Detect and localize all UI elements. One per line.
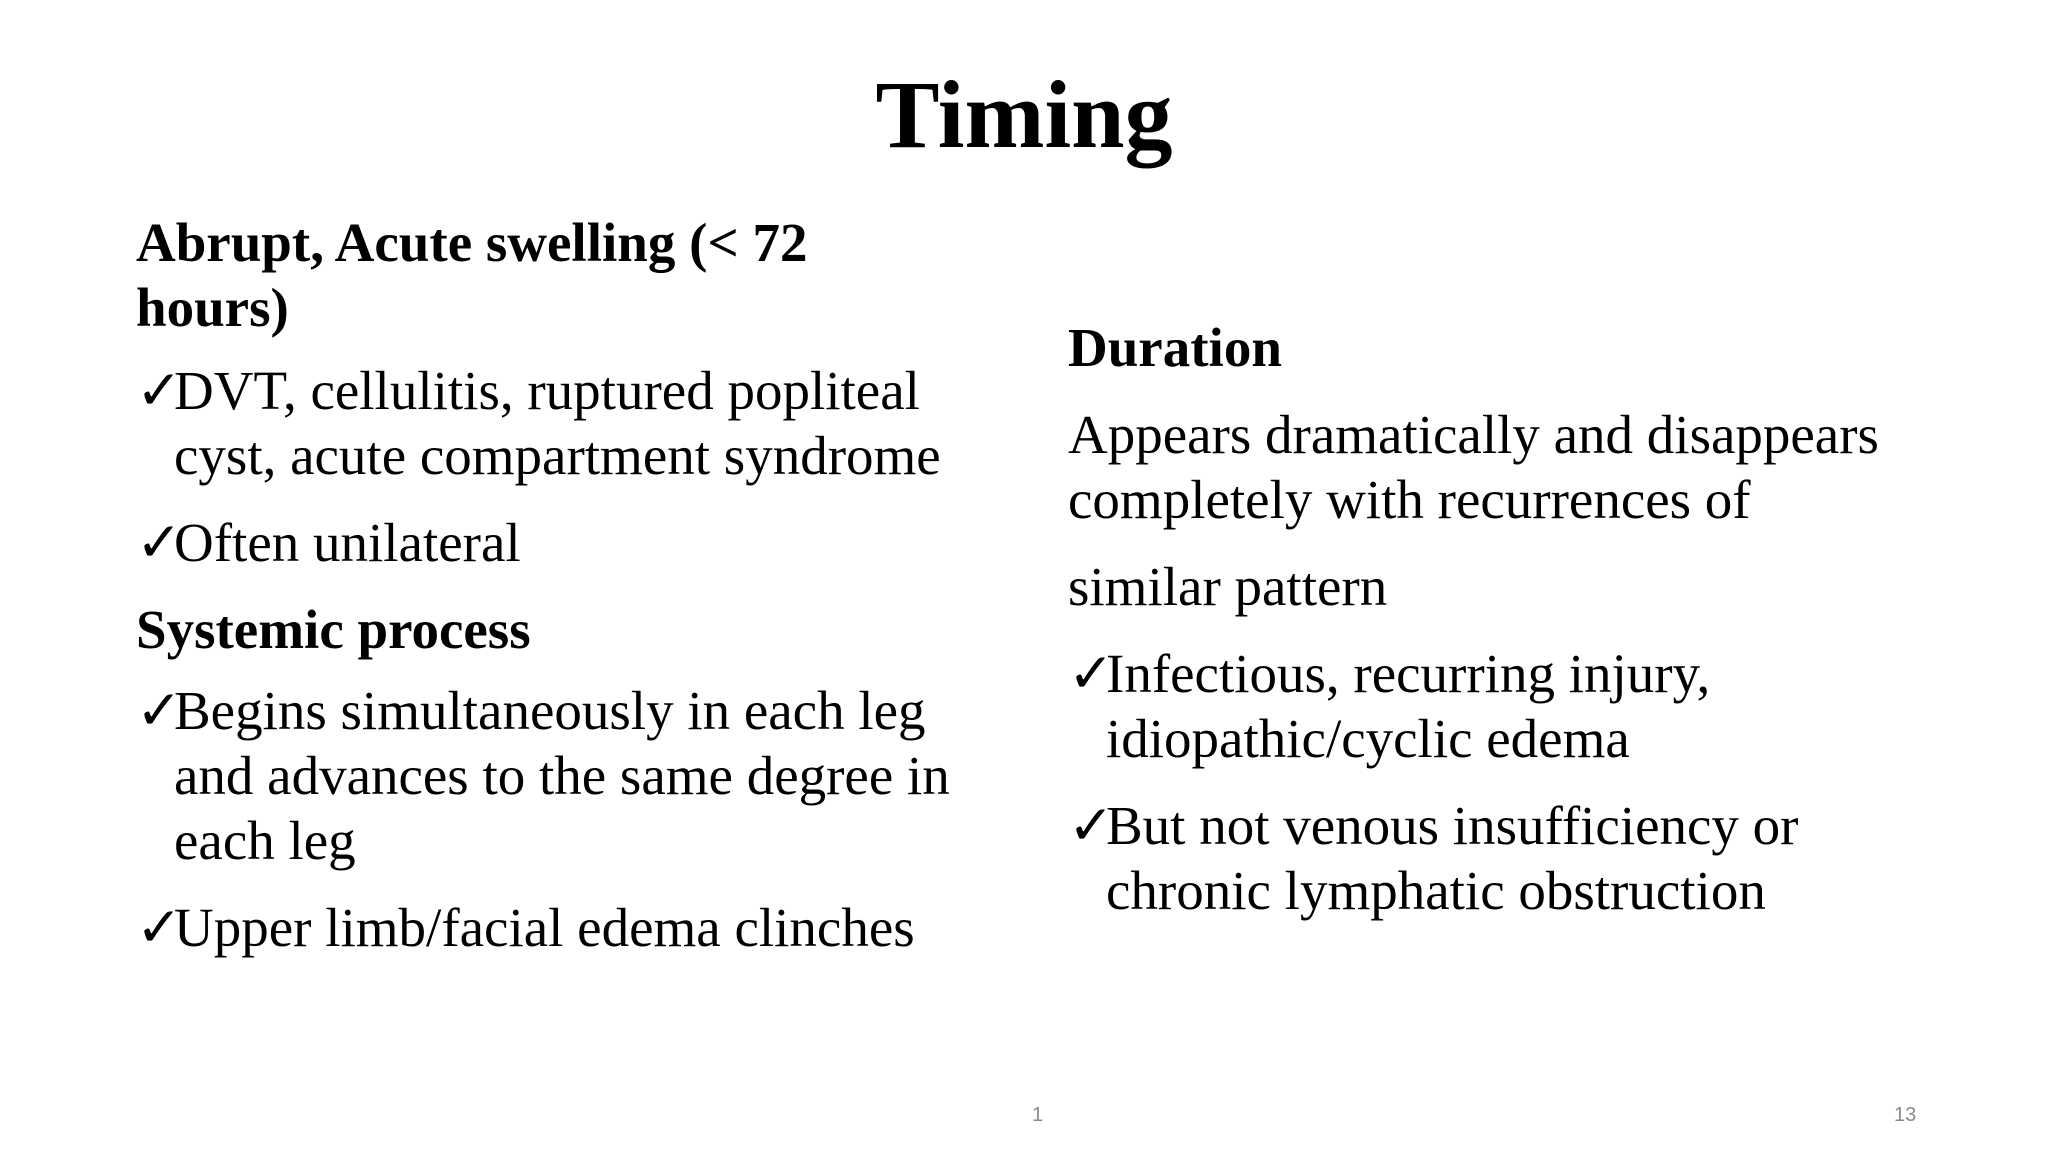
footer-center-number: 1 [1032,1104,1044,1126]
bullet-item [136,895,956,960]
left-column [136,210,956,982]
slide-title: Timing [875,61,1173,168]
checkmark-icon: ✓ [136,360,183,421]
heading-duration: Duration [1068,317,1282,378]
bullet-item [1068,641,1928,771]
checkmark-icon: ✓ [136,897,183,958]
bullet-item [136,358,956,488]
bullet-text: DVT, cellulitis, ruptured popliteal cyst, acute compartment syndrome [174,360,941,486]
bullet-item [136,510,956,575]
checkmark-icon: ✓ [1068,643,1115,704]
duration-paragraph-continued: similar pattern [1068,556,1388,617]
bullet-text: Begins simultaneously in each leg and advances to the same degree in each leg [174,680,950,871]
bullet-text: Infectious, recurring injury, idiopathic/cyclic edema [1106,643,1711,769]
right-column [1068,315,1928,945]
checkmark-icon: ✓ [1068,795,1115,856]
bullet-text: But not venous insufficiency or chronic lymphatic obstruction [1106,795,1799,921]
bullet-text: Upper limb/facial edema clinches [174,897,915,958]
duration-paragraph: Appears dramatically and disappears completely with recurrences of [1068,404,1879,530]
heading-acute-swelling: Abrupt, Acute swelling (< 72 hours) [136,212,808,338]
checkmark-icon: ✓ [136,512,183,573]
bullet-item [136,678,956,873]
heading-systemic-process: Systemic process [136,599,531,660]
bullet-item [1068,793,1928,923]
bullet-text: Often unilateral [174,512,521,573]
checkmark-icon: ✓ [136,680,183,741]
page-number: 13 [1894,1104,1917,1126]
